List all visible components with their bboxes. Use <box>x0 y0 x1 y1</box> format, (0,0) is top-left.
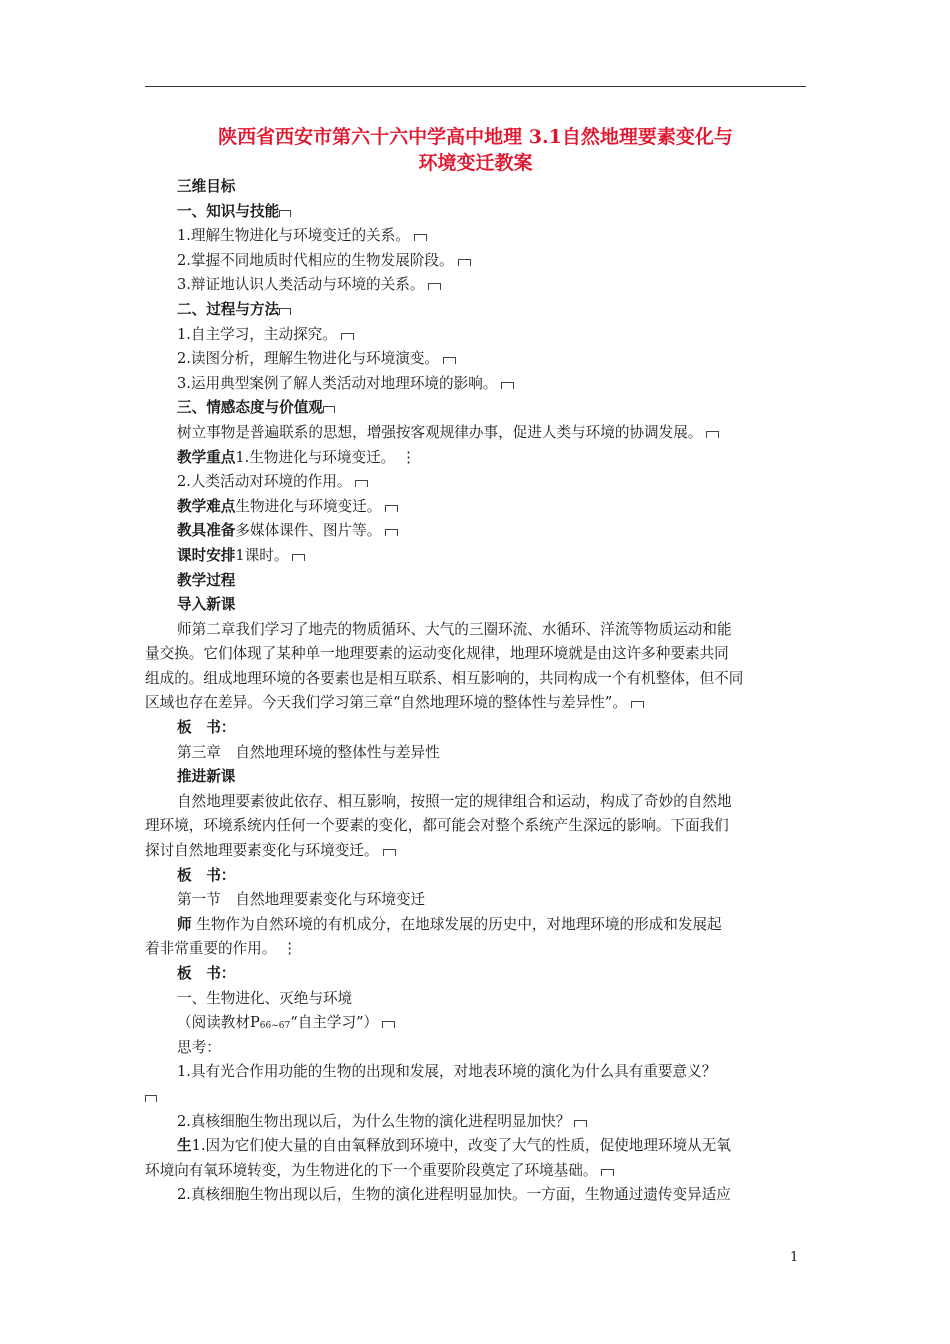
section-heading-process: 二、过程与方法 <box>177 300 280 318</box>
document-title-line2: 环境变迁教案 <box>418 152 533 174</box>
section-heading-values: 三、情感态度与价值观 <box>177 399 323 417</box>
paragraph-mark-icon <box>145 1095 157 1102</box>
paragraph-mark-icon <box>355 480 368 487</box>
paragraph-mark-icon <box>574 1120 587 1127</box>
advance-paragraph-line1: 自然地理要素彼此依存、相互影响，按照一定的规律组合和运动，构成了奇妙的自然地 <box>177 792 732 810</box>
board-label: 板 书： <box>177 866 236 884</box>
board-label: 板 书： <box>177 965 236 982</box>
paragraph-mark-icon <box>385 505 398 512</box>
knowledge-item-3: 3.辩证地认识人类活动与环境的关系。 <box>177 276 425 294</box>
difficulty-text: 生物进化与环境变迁。 <box>235 497 382 515</box>
intro-paragraph-line4: 区域也存在差异。今天我们学习第三章“自然地理环境的整体性与差异性”。 <box>145 694 627 712</box>
board-text-chapter: 第三章 自然地理环境的整体性与差异性 <box>177 743 440 761</box>
paragraph-mark-icon <box>292 554 305 561</box>
student-answer-line3: 2.真核细胞生物出现以后，生物的演化进程明显加快。一方面，生物通过遗传变异适应 <box>177 1186 731 1204</box>
section-heading-knowledge: 一、知识与技能 <box>177 202 280 220</box>
key-points-text: 1.生物进化与环境变迁。 <box>235 448 396 466</box>
intro-paragraph-line2: 量交换。它们体现了某种单一地理要素的运动变化规律，地理环境就是由这许多种要素共同 <box>145 645 729 663</box>
tools-text: 多媒体课件、图片等。 <box>235 522 382 540</box>
paragraph-mark-icon <box>385 529 398 536</box>
paragraph-mark-icon <box>383 849 396 856</box>
key-points-text-2: 2.人类活动对环境的作用。 <box>177 473 352 491</box>
student-answer-line2: 环境向有氧环境转变，为生物进化的下一个重要阶段奠定了环境基础。 <box>145 1161 598 1179</box>
question-2: 2.真核细胞生物出现以后，为什么生物的演化进程明显加快？ <box>177 1112 571 1130</box>
teacher-label: 师 <box>177 915 192 933</box>
question-1: 1.具有光合作用功能的生物的出现和发展，对地表环境的演化为什么具有重要意义？ <box>177 1063 717 1081</box>
process-item-1: 1.自主学习，主动探究。 <box>177 325 337 343</box>
advance-paragraph-line3: 探讨自然地理要素变化与环境变迁。 <box>145 842 379 860</box>
paragraph-mark-icon <box>323 406 335 413</box>
teacher-paragraph-line2: 着非常重要的作用。 <box>145 940 277 958</box>
difficulty-label: 教学难点 <box>177 497 236 515</box>
schedule-text: 1课时。 <box>235 546 289 564</box>
dots-marker: ⋮ <box>282 940 297 958</box>
paragraph-mark-icon <box>601 1169 614 1176</box>
reading-note: （阅读教材P66~67“自主学习”） <box>177 1014 379 1032</box>
knowledge-item-1: 1.理解生物进化与环境变迁的关系。 <box>177 227 410 245</box>
think-label: 思考： <box>177 1038 221 1056</box>
student-answer-line1: 1.因为它们使大量的自由氧释放到环境中，改变了大气的性质，促使地理环境从无氧 <box>191 1137 731 1155</box>
page-number: 1 <box>790 1250 799 1265</box>
board-text-topic: 一、生物进化、灭绝与环境 <box>177 989 353 1007</box>
paragraph-mark-icon <box>341 333 354 340</box>
teacher-paragraph-line1: 生物作为自然环境的有机成分，在地球发展的历史中，对地理环境的形成和发展起 <box>191 915 722 933</box>
paragraph-mark-icon <box>443 357 456 364</box>
values-text: 树立事物是普遍联系的思想，增强按客观规律办事，促进人类与环境的协调发展。 <box>177 423 703 441</box>
intro-heading: 导入新课 <box>177 596 236 614</box>
knowledge-item-2: 2.掌握不同地质时代相应的生物发展阶段。 <box>177 251 454 269</box>
goals-heading: 三维目标 <box>177 178 236 195</box>
paragraph-mark-icon <box>458 259 471 266</box>
student-label: 生 <box>177 1137 192 1155</box>
process-heading: 教学过程 <box>177 571 236 589</box>
intro-paragraph-line3: 组成的。组成地理环境的各要素也是相互联系、相互影响的，共同构成一个有机整体，但不同 <box>145 669 744 687</box>
board-text-section: 第一节 自然地理要素变化与环境变迁 <box>177 891 426 909</box>
advance-paragraph-line2: 理环境，环境系统内任何一个要素的变化，都可能会对整个系统产生深远的影响。下面我们 <box>145 817 729 835</box>
schedule-label: 课时安排 <box>177 546 236 564</box>
paragraph-mark-icon <box>631 701 644 708</box>
intro-paragraph-line1: 师第二章我们学习了地壳的物质循环、大气的三圈环流、水循环、洋流等物质运动和能 <box>177 620 732 638</box>
tools-label: 教具准备 <box>177 522 236 540</box>
paragraph-mark-icon <box>382 1021 395 1028</box>
board-label: 板 书： <box>177 719 236 737</box>
key-points-label: 教学重点 <box>177 448 236 466</box>
paragraph-mark-icon <box>501 382 514 389</box>
paragraph-mark-icon <box>428 283 441 290</box>
paragraph-mark-icon <box>414 234 427 241</box>
dots-marker: ⋮ <box>401 448 416 466</box>
paragraph-mark-icon <box>706 431 719 438</box>
paragraph-mark-icon <box>279 308 291 315</box>
advance-heading: 推进新课 <box>177 768 236 786</box>
header-rule <box>145 86 806 87</box>
paragraph-mark-icon <box>279 210 291 217</box>
document-body <box>145 175 809 1208</box>
process-item-2: 2.读图分析，理解生物进化与环境演变。 <box>177 350 440 368</box>
process-item-3: 3.运用典型案例了解人类活动对地理环境的影响。 <box>177 374 498 392</box>
document-title-line1: 陕西省西安市第六十六中学高中地理 3.1自然地理要素变化与 <box>218 126 733 148</box>
